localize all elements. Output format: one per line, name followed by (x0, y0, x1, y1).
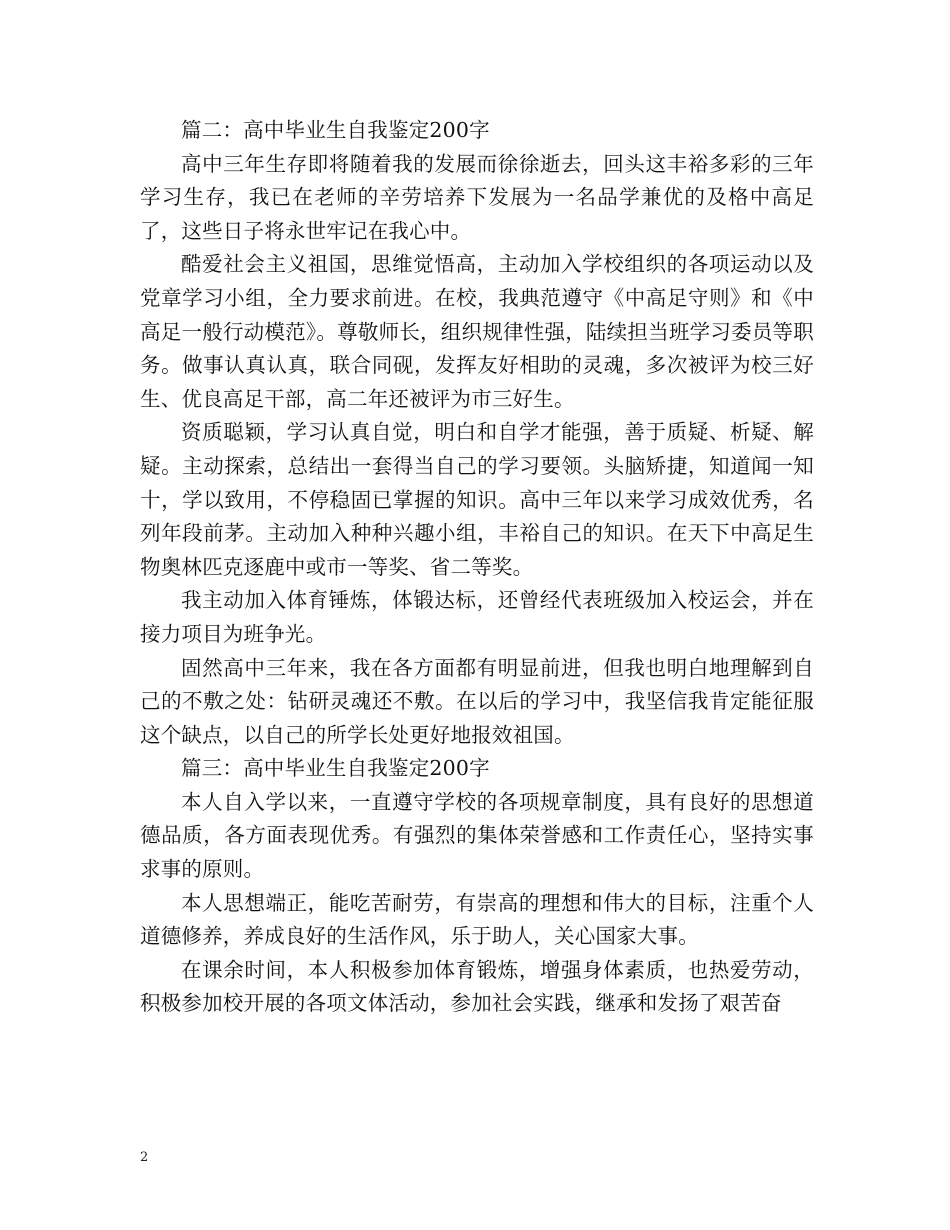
paragraph: 酷爱社会主义祖国，思维觉悟高，主动加入学校组织的各项运动以及党章学习小组，全力要求前进。在校，我典范遵守《中高足守则》和《中高足一般行动模范》。尊敬师长，组织规律性强，陆续担当班学习委员等职务。做事认真认真，联合同砚，发挥友好相助的灵魂，多次被评为校三好生、优良高足干部，高二年还被评为市三好生。 (140, 252, 814, 411)
paragraph: 本人思想端正，能吃苦耐劳，有崇高的理想和伟大的目标，注重个人道德修养，养成良好的生活作风，乐于助人，关心国家大事。 (140, 890, 814, 949)
paragraph: 本人自入学以来，一直遵守学校的各项规章制度，具有良好的思想道 德品质，各方面表现优秀。有强烈的集体荣誉感和工作责任心，坚持实事求事的原则。 (140, 789, 835, 882)
page-number: 2 (140, 1150, 149, 1165)
paragraph: 固然高中三年来，我在各方面都有明显前进，但我也明白地理解到自己的不敷之处：钻研灵魂还不敷。在以后的学习中，我坚信我肯定能征服这个缺点，以自己的所学长处更好地报效祖国。 (140, 655, 814, 747)
section-heading-3: 篇三：高中毕业生自我鉴定200字 (181, 756, 490, 781)
paragraph: 高中三年生存即将随着我的发展而徐徐逝去，回头这丰裕多彩的三年学习生存，我已在老师的辛劳培养下发展为一名品学兼优的及格中高足了，这些日子将永世牢记在我心中。 (140, 151, 814, 243)
document-body (140, 114, 835, 1021)
paragraph: 在课余时间，本人积极参加体育锻炼，增强身体素质，也热爱劳动，积极参加校开展的各项文体活动，参加社会实践，继承和发扬了艰苦奋 (140, 957, 814, 1016)
paragraph: 我主动加入体育锤炼，体锻达标，还曾经代表班级加入校运会，并在接力项目为班争光。 (140, 588, 814, 646)
paragraph: 资质聪颖，学习认真自觉，明白和自学才能强，善于质疑、析疑、解疑。主动探索，总结出一套得当自己的学习要领。头脑矫捷，知道闻一知十，学以致用，不停稳固已掌握的知识。高中三年以来学习成效优秀，名列年段前茅。主动加入种种兴趣小组，丰裕自己的知识。在天下中高足生物奥林匹克逐鹿中或市一等奖、省二等奖。 (140, 420, 814, 579)
section-heading-2: 篇二：高中毕业生自我鉴定200字 (181, 118, 490, 142)
